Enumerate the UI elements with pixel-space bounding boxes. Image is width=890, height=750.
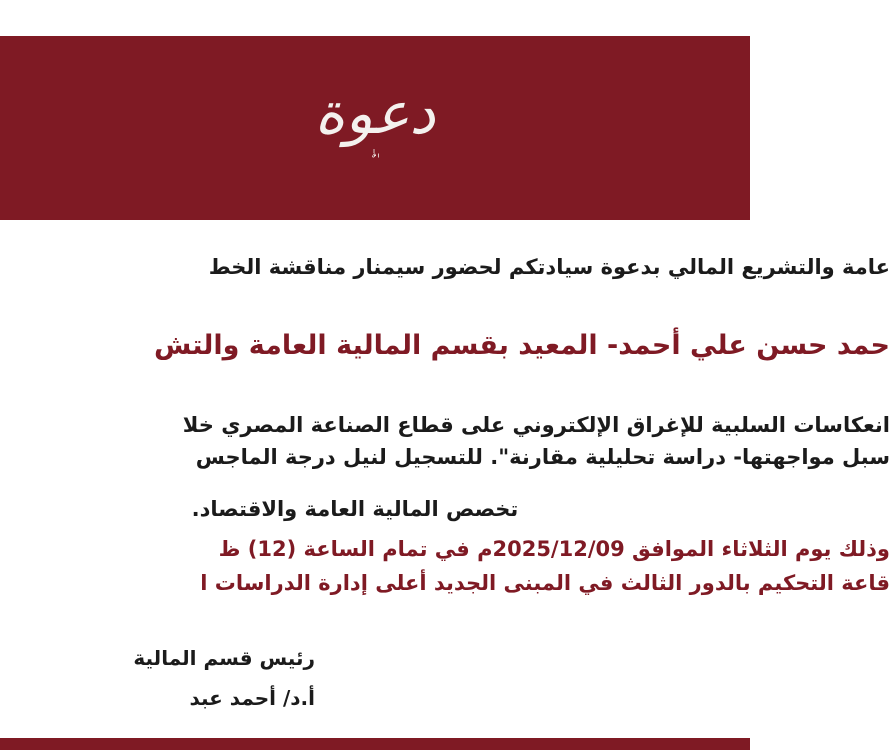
thesis-title-line-1: انعكاسات السلبية للإغراق الإلكتروني على قطاع الصناعة المصري خلا [182,413,890,437]
calligraphy-ornament-icon: ٰ ٌ ٰ [370,154,380,170]
thesis-title-line-2: سبل مواجهتها- دراسة تحليلية مقارنة". للتسجيل لنيل درجة الماجس [195,445,890,469]
seminar-date: وذلك يوم الثلاثاء الموافق 2025/12/09م في تمام الساعة (12) ظ [218,537,890,561]
bottom-accent-strip [0,738,750,750]
signature-name: أ.د/ أحمد عبد [189,686,315,710]
thesis-title-line-3: تخصص المالية العامة والاقتصاد. [191,497,519,521]
seminar-location: قاعة التحكيم بالدور الثالث في المبنى الجديد أعلى إدارة الدراسات ا [200,571,890,595]
candidate-name: حمد حسن علي أحمد- المعيد بقسم المالية العامة والتش [154,330,890,361]
intro-text: عامة والتشريع المالي بدعوة سيادتكم لحضور سيمنار مناقشة الخط [208,255,890,279]
invitation-title: دعوة [314,79,436,147]
signature-title: رئيس قسم المالية [133,646,315,670]
top-white-strip [0,0,750,36]
invitation-banner [0,36,750,220]
